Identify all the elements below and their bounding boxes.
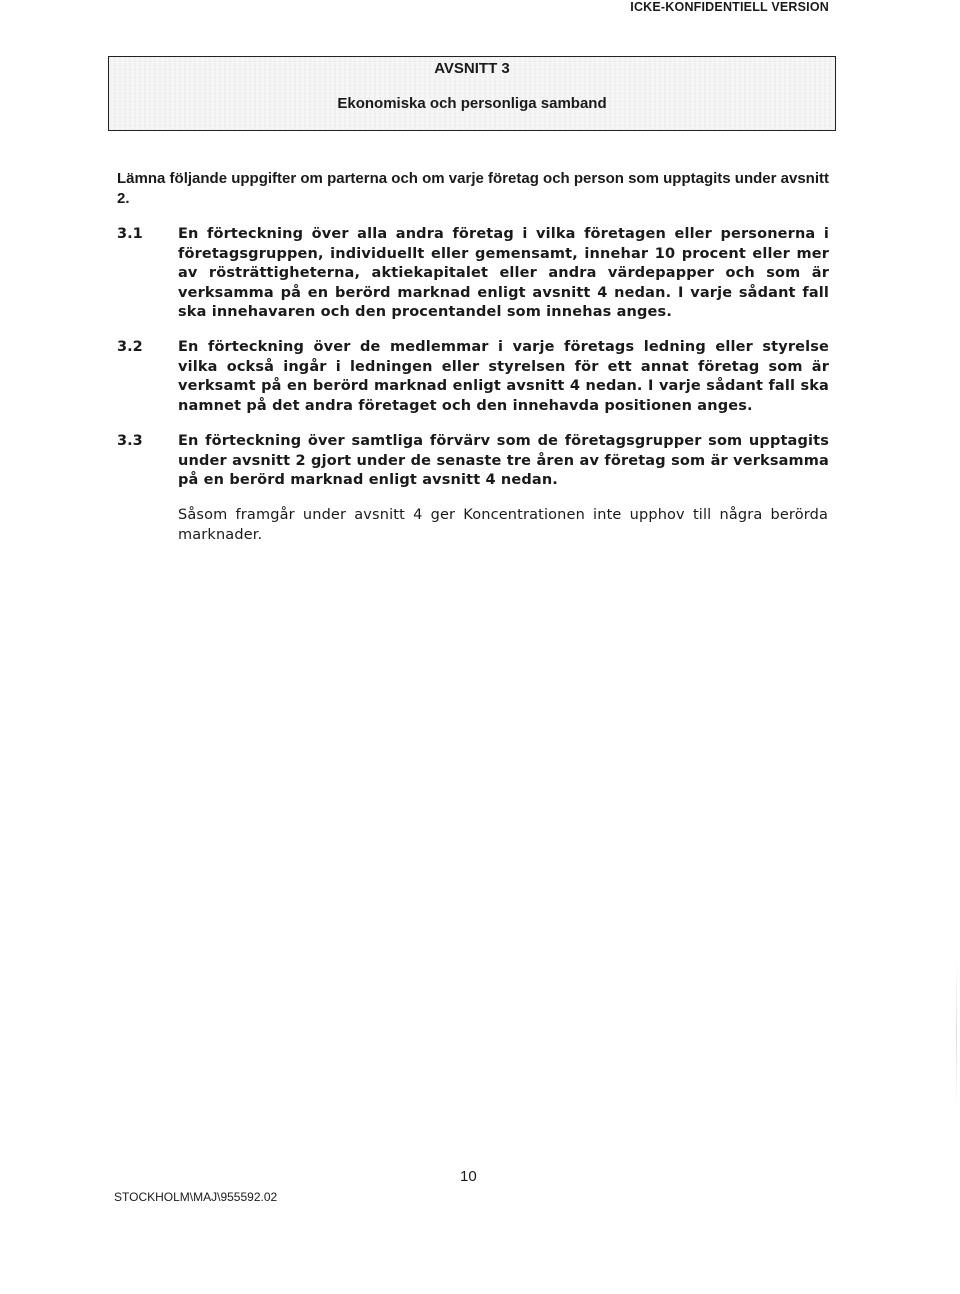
list-item [117,432,829,491]
confidentiality-label: ICKE-KONFIDENTIELL VERSION [630,0,829,14]
page-number: 10 [460,1168,477,1185]
document-reference: STOCKHOLM\MAJ\955592.02 [114,1190,278,1204]
list-item [117,338,829,416]
item-number: 3.1 [117,226,143,242]
item-number: 3.3 [117,433,143,449]
list-item [117,225,829,323]
note-paragraph: Såsom framgår under avsnitt 4 ger Koncentrationen inte upphov till några berörda marknader. [178,507,828,543]
intro-paragraph: Lämna följande uppgifter om parterna och om varje företag och person som upptagits under avsnitt 2. [117,170,829,207]
item-text: En förteckning över de medlemmar i varje företags ledning eller styrelse vilka också ingår i ledningen eller styrelsen för ett annat företag som är verksamt på en berörd marknad enligt avsnitt 4 nedan. I varje sådant fall ska namnet på det andra företaget och den innehavda positionen anges. [178,339,829,414]
section-number: AVSNITT 3 [434,60,510,77]
section-header-box [108,56,836,131]
item-text: En förteckning över alla andra företag i vilka företagen eller personerna i företagsgruppen, individuellt eller gemensamt, innehar 10 procent eller mer av rösträttigheterna, aktiekapitalet eller andra värdepapper och som är verksamma på en berörd marknad enligt avsnitt 4 nedan. I varje sådant fall ska innehavaren och den procentandel som innehas anges. [178,226,829,320]
section-title: Ekonomiska och personliga samband [337,95,607,112]
item-number: 3.2 [117,339,143,355]
scan-artifact [956,960,957,1110]
item-text: En förteckning över samtliga förvärv som de företagsgrupper som upptagits under avsnitt 2 gjort under de senaste tre åren av företag som är verksamma på en berörd marknad enligt avsnitt 4 nedan. [178,433,829,488]
